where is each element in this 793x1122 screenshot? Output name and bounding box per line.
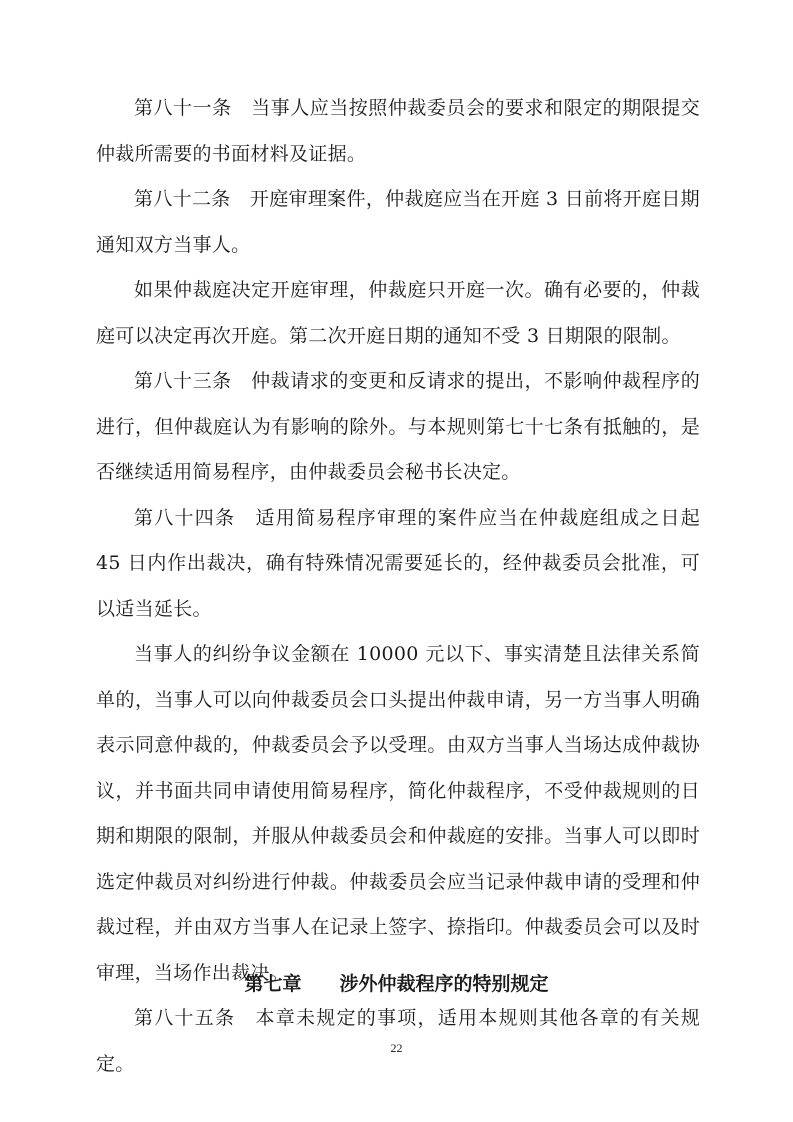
- paragraph-article-82-continued: 如果仲裁庭决定开庭审理，仲裁庭只开庭一次。确有必要的，仲裁庭可以决定再次开庭。第二次开庭日期的通知不受 3 日期限的限制。: [96, 279, 700, 347]
- paragraph-article-85: 第八十五条 本章未规定的事项，适用本规则其他各章的有关规定。: [96, 1007, 700, 1075]
- paragraph-article-84-continued: 当事人的纠纷争议金额在 10000 元以下、事实清楚且法律关系简单的，当事人可以向仲裁委员会口头提出仲裁申请，另一方当事人明确表示同意仲裁的，仲裁委员会予以受理。由双方当事人当场达成仲裁协议，并书面共同申请使用简易程序，简化仲裁程序，不受仲裁规则的日期和期限的限制，并服从仲裁委员会和仲裁庭的安排。当事人可以即时选定仲裁员对纠纷进行仲裁。仲裁委员会应当记录仲裁申请的受理和仲裁过程，并由双方当事人在记录上签字、捺指印。仲裁委员会可以及时审理，当场作出裁决。: [96, 643, 700, 984]
- paragraph-article-84: 第八十四条 适用简易程序审理的案件应当在仲裁庭组成之日起 45 日内作出裁决，确有特殊情况需要延长的，经仲裁委员会批准，可以适当延长。: [96, 506, 700, 620]
- paragraph-article-81: 第八十一条 当事人应当按照仲裁委员会的要求和限定的期限提交仲裁所需要的书面材料及证据。: [96, 97, 700, 165]
- paragraph-article-82: 第八十二条 开庭审理案件，仲裁庭应当在开庭 3 日前将开庭日期通知双方当事人。: [96, 188, 700, 256]
- chapter-heading: 第七章 涉外仲裁程序的特别规定: [244, 973, 549, 995]
- body-text: [96, 86, 700, 1087]
- page-number: 22: [390, 1041, 403, 1055]
- paragraph-article-83: 第八十三条 仲裁请求的变更和反请求的提出，不影响仲裁程序的进行，但仲裁庭认为有影响的除外。与本规则第七十七条有抵触的，是否继续适用简易程序，由仲裁委员会秘书长决定。: [96, 370, 700, 483]
